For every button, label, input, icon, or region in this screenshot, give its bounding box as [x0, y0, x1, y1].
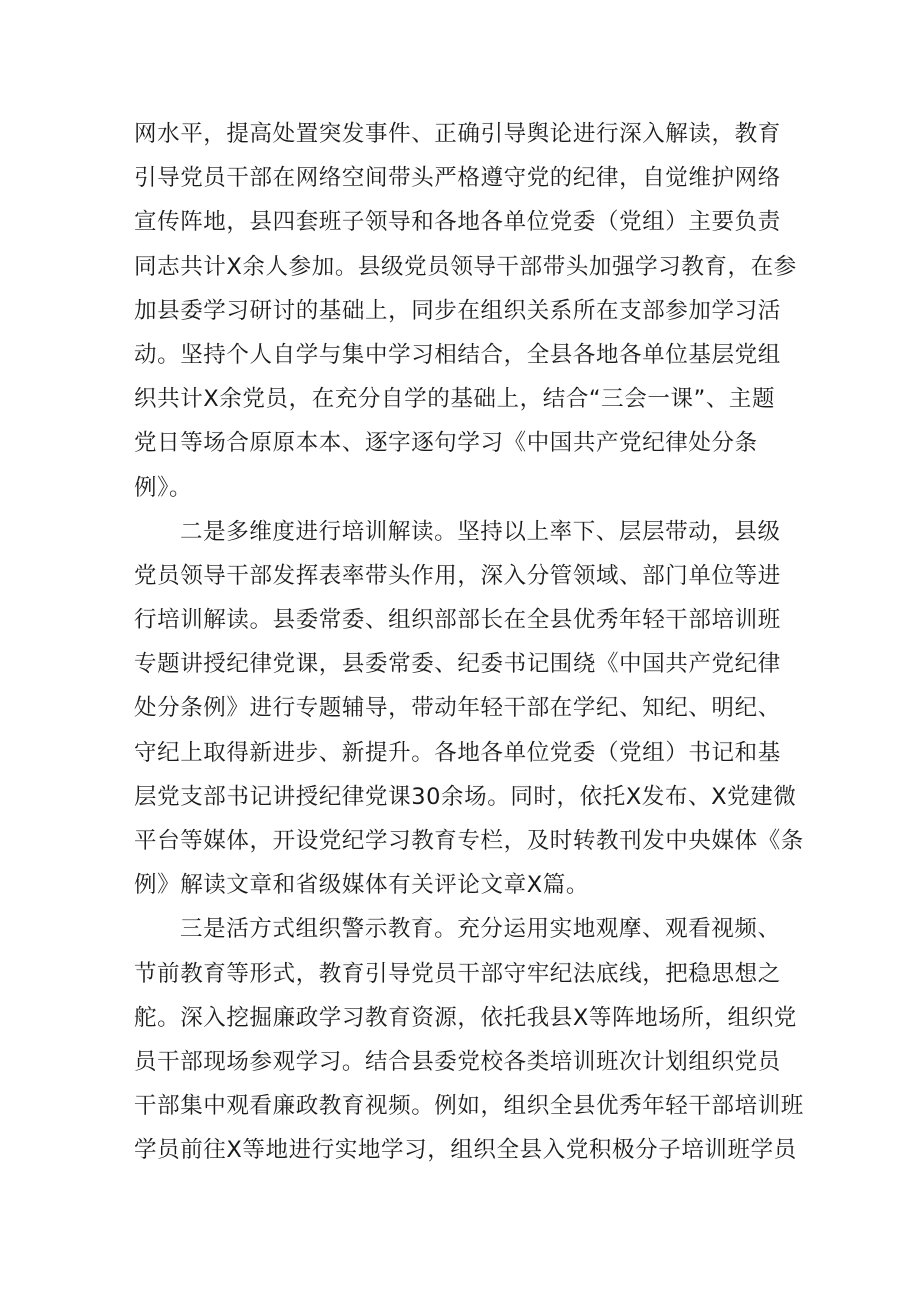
text-line: 行培训解读。县委常委、组织部部长在全县优秀年轻干部培训班	[134, 607, 781, 634]
text-line: 平台等媒体，开设党纪学习教育专栏，及时转教刊发中央媒体《条	[134, 828, 804, 854]
paragraph-1	[134, 112, 797, 510]
text-line: 网水平，提高处置突发事件、正确引导舆论进行深入解读，教育	[134, 121, 781, 147]
paragraph-2	[134, 510, 804, 908]
text-line: 同志共计X余人参加。县级党员领导干部带头加强学习教育，在参	[134, 253, 797, 280]
text-line: 层党支部书记讲授纪律党课30余场。同时，依托X发布、X党建微	[134, 783, 797, 810]
text-line: 织共计X余党员，在充分自学的基础上，结合“三会一课”、主题	[134, 386, 776, 413]
text-line: 守纪上取得新进步、新提升。各地各单位党委（党组）书记和基	[134, 739, 781, 766]
text-line: 员干部现场参观学习。结合县委党校各类培训班次计划组织党员	[134, 1048, 781, 1075]
text-line: 加县委学习研讨的基础上，同步在组织关系所在支部参加学习活	[134, 297, 781, 324]
text-line: 宣传阵地，县四套班子领导和各地各单位党委（党组）主要负责	[134, 209, 781, 236]
text-line: 动。坚持个人自学与集中学习相结合，全县各地各单位基层党组	[134, 341, 781, 368]
paragraph-3	[134, 907, 804, 1172]
text-line: 党日等场合原原本本、逐字逐句学习《中国共产党纪律处分条	[134, 430, 758, 457]
body-text	[134, 112, 804, 1173]
text-line: 例》解读文章和省级媒体有关评论文章X篇。	[134, 872, 589, 899]
text-line: 专题讲授纪律党课，县委常委、纪委书记围绕《中国共产党纪律	[134, 651, 781, 678]
text-line: 舵。深入挖掘廉政学习教育资源，依托我县X等阵地场所，组织党	[134, 1004, 797, 1031]
text-line: 党员领导干部发挥表率带头作用，深入分管领域、部门单位等进	[134, 562, 781, 589]
text-line: 处分条例》进行专题辅导，带动年轻干部在学纪、知纪、明纪、	[134, 695, 781, 722]
text-line: 例》。	[134, 474, 193, 501]
text-line: 引导党员干部在网络空间带头严格遵守党的纪律，自觉维护网络	[134, 165, 781, 192]
text-line: 干部集中观看廉政教育视频。例如，组织全县优秀年轻干部培训班	[134, 1093, 804, 1120]
text-line: 节前教育等形式，教育引导党员干部守牢纪法底线，把稳思想之	[134, 960, 781, 987]
text-line: 三是活方式组织警示教育。充分运用实地观摩、观看视频、	[180, 916, 781, 943]
text-line: 二是多维度进行培训解读。坚持以上率下、层层带动，县级	[180, 518, 781, 545]
text-line: 学员前往X等地进行实地学习，组织全县入党积极分子培训班学员	[134, 1137, 797, 1164]
